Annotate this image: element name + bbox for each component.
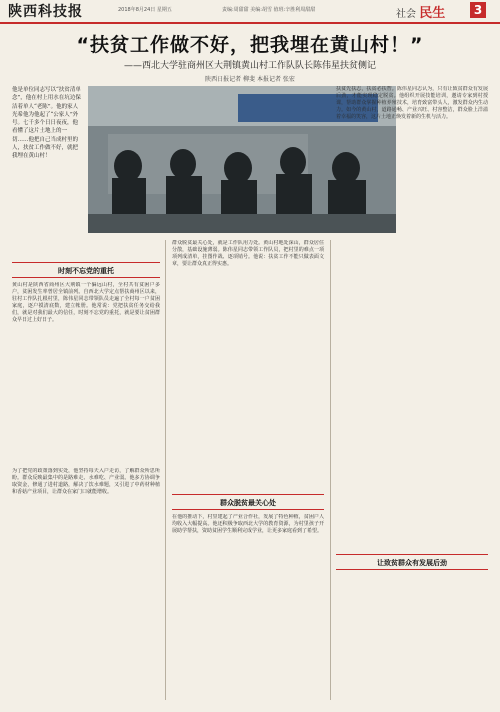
body-column-a: 黄山村是陕西省商州区大荆镇一个偏远山村，全村共有贫困户多户，贫困发生率曾居全镇前列。自西北大学定点帮扶商州区以来，驻村工作队扎根村里，陈伟星同志带领队员走遍了全村每一户贫困家庭，逐户摸清底数，建立帐册。他常说：党把扶贫任务交给我们，就是对我们最大的信任，时刻不忘党的重托，就是要让贫困群众早日过上好日子。	[12, 282, 160, 324]
byline: 陕西日报记者 柳斐 本报记者 张宏	[205, 76, 295, 83]
section-rule	[336, 569, 488, 570]
section-name: 民生	[419, 6, 446, 21]
lede-paragraph: 他是单位同志写以“扶贫清单念”，他在村上用水在坑边保洁着单人“老陈”。他的家人光希他为他起了“公家人”外号。七千多个日日夜夜，他看懂了这片土地上的一切……他把自己当成村里的人，扶贫工作做不好，就把我埋在黄山村！	[12, 87, 81, 160]
body-column-b: 为了把党的政策落到实处，他坚持每天入户走访，了解群众所思所盼。群众反映最集中的是路难走、水难吃、产业弱。他多方协调争取资金，修通了进村道路，解决了饮水难题，又引进了中药材种植和香菇产业项目，让群众在家门口就能增收。	[12, 468, 160, 496]
column-divider	[165, 240, 166, 700]
column-divider	[330, 240, 331, 700]
body-column-d: 在他的推动下，村里建起了产业合作社，发展了特色种植，贫困户人均收入大幅提高。他还积极争取西北大学的教育资源，为村里孩子开展助学帮扶，资助贫困学生顺利完成学业，让更多家庭看到了希望。	[172, 514, 324, 535]
editor-credits: 责编:周甜甜 美编:胡雪 值班:辛胜利周甜甜	[222, 7, 316, 13]
newspaper-title: 陕西科技报	[8, 4, 83, 20]
subheadline: ——西北大学驻商州区大荆镇黄山村工作队队长陈伟星扶贫侧记	[123, 61, 376, 71]
section-rule	[12, 262, 160, 263]
section-prefix: 社会	[396, 9, 416, 20]
body-column-e: 扶贫先扶志，扶贫必扶智。陈伟星同志认为，只有让致贫群众有发展后劲，才能实现稳定脱贫。他组织开展技能培训，邀请专家到村授课，帮助群众掌握种植养殖技术，培育致富带头人，激发群众内生动力。如今的黄山村，道路通畅、产业兴旺、村容整洁，群众脸上洋溢着幸福的笑容，这片土地正焕发着新的生机与活力。	[336, 86, 488, 121]
body-column-c: 群众脱贫最关心处，就是工作队用力处。黄山村地处深山，群众居住分散，基础设施薄弱。陈伟星同志带领工作队员，把村里的难点一项项列成清单，挂图作战、逐项销号。他说：扶贫工作不能只做表面文章，要让群众真正得实惠。	[172, 240, 324, 268]
headline: “扶贫工作做不好，把我埋在黄山村！”	[76, 34, 424, 56]
section-heading-2: 群众脱贫最关心处	[220, 499, 276, 507]
issue-date: 2018年8月24日 星期五	[118, 7, 172, 13]
section-label	[396, 2, 445, 21]
section-rule	[172, 494, 324, 495]
section-heading-3: 让致贫群众有发展后劲	[377, 559, 447, 567]
section-rule	[336, 554, 488, 555]
page-number: 3	[470, 2, 486, 18]
section-rule	[12, 277, 160, 278]
section-heading-1: 时刻不忘党的重托	[58, 267, 114, 275]
section-rule	[172, 509, 324, 510]
